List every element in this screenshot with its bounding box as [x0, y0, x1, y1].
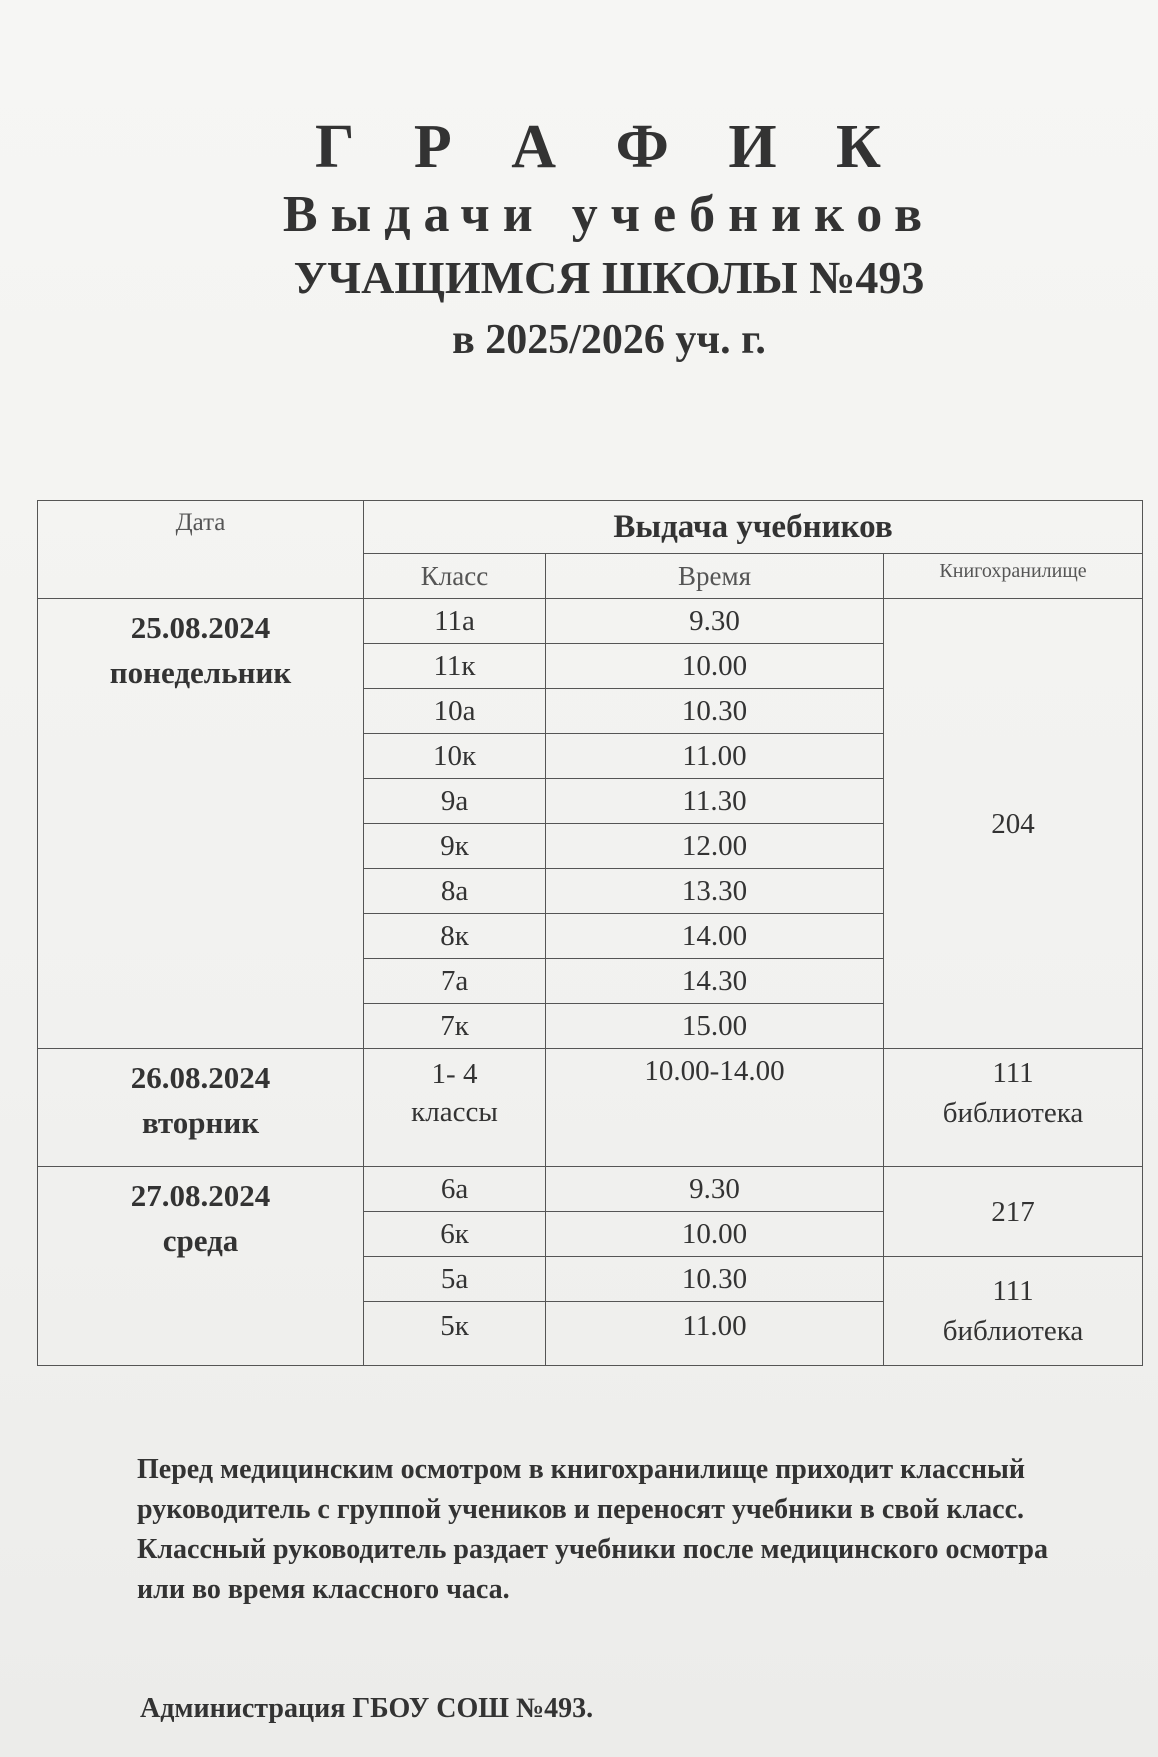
- class-cell: 11а: [364, 599, 546, 644]
- class-cell: 10а: [364, 689, 546, 734]
- table-row: [38, 599, 1143, 644]
- weekday: понедельник: [109, 655, 292, 690]
- class-cell: 11к: [364, 644, 546, 689]
- time-cell: 15.00: [546, 1004, 884, 1049]
- date-cell-day3: [38, 1167, 364, 1366]
- time-cell: 13.30: [546, 869, 884, 914]
- storage-room: 111: [992, 1057, 1034, 1089]
- title-line-1: Г Р А Ф И К: [314, 113, 904, 181]
- storage-cell-day3a: 217: [884, 1167, 1143, 1257]
- class-cell: 8к: [364, 914, 546, 959]
- time-cell: 10.00: [546, 1212, 884, 1257]
- title-line-3: УЧАЩИМСЯ ШКОЛЫ №493: [293, 252, 925, 303]
- weekday: вторник: [141, 1105, 260, 1140]
- class-cell: [364, 1049, 546, 1167]
- class-cell: 7а: [364, 959, 546, 1004]
- signature: Администрация ГБОУ СОШ №493.: [140, 1693, 594, 1724]
- table-row: [38, 1049, 1143, 1167]
- note-paragraph: Перед медицинским осмотром в книгохранилище приходит классный руководитель с группой учеников и переносят учебники в свой класс. Классный руководитель раздает учебники после медицинского осмотра или во время классного часа.: [137, 1454, 1048, 1605]
- date-cell-day1: [38, 599, 364, 1049]
- document-title: [0, 112, 1158, 372]
- title-line-2: Выдачи учебников: [282, 186, 936, 243]
- header-time: Время: [546, 554, 884, 599]
- weekday: среда: [162, 1223, 239, 1258]
- header-date: Дата: [38, 501, 364, 599]
- time-cell: 11.00: [546, 1302, 884, 1366]
- time-cell: 11.30: [546, 779, 884, 824]
- header-issue: Выдача учебников: [364, 501, 1143, 554]
- date: 25.08.2024: [130, 610, 271, 645]
- class-cell: 6к: [364, 1212, 546, 1257]
- class-cell: 9к: [364, 824, 546, 869]
- title-line-4: в 2025/2026 уч. г.: [452, 317, 766, 363]
- storage-label: библиотека: [942, 1315, 1084, 1347]
- class-cell: 10к: [364, 734, 546, 779]
- class-cell: 6а: [364, 1167, 546, 1212]
- schedule-table: [37, 500, 1143, 1366]
- time-cell: 10.00-14.00: [546, 1049, 884, 1167]
- date: 27.08.2024: [130, 1178, 271, 1213]
- storage-cell-day3b: [884, 1257, 1143, 1366]
- time-cell: 14.00: [546, 914, 884, 959]
- time-cell: 11.00: [546, 734, 884, 779]
- date: 26.08.2024: [130, 1060, 271, 1095]
- class-cell: 7к: [364, 1004, 546, 1049]
- time-cell: 9.30: [546, 1167, 884, 1212]
- time-cell: 9.30: [546, 599, 884, 644]
- class-cell: 5к: [364, 1302, 546, 1366]
- storage-label: библиотека: [942, 1097, 1084, 1129]
- time-cell: 10.30: [546, 689, 884, 734]
- class-cell: 8а: [364, 869, 546, 914]
- class-range: 1- 4: [431, 1058, 478, 1090]
- date-cell-day2: [38, 1049, 364, 1167]
- time-cell: 10.30: [546, 1257, 884, 1302]
- table-row: [38, 1167, 1143, 1212]
- header-storage: Книгохранилище: [884, 554, 1143, 599]
- time-cell: 14.30: [546, 959, 884, 1004]
- time-cell: 10.00: [546, 644, 884, 689]
- storage-room: 111: [992, 1275, 1034, 1307]
- storage-cell-day2: [884, 1049, 1143, 1167]
- class-word: классы: [411, 1096, 498, 1128]
- class-cell: 9а: [364, 779, 546, 824]
- header-class: Класс: [364, 554, 546, 599]
- header-row: [38, 501, 1143, 554]
- class-cell: 5а: [364, 1257, 546, 1302]
- time-cell: 12.00: [546, 824, 884, 869]
- storage-cell-day1: 204: [884, 599, 1143, 1049]
